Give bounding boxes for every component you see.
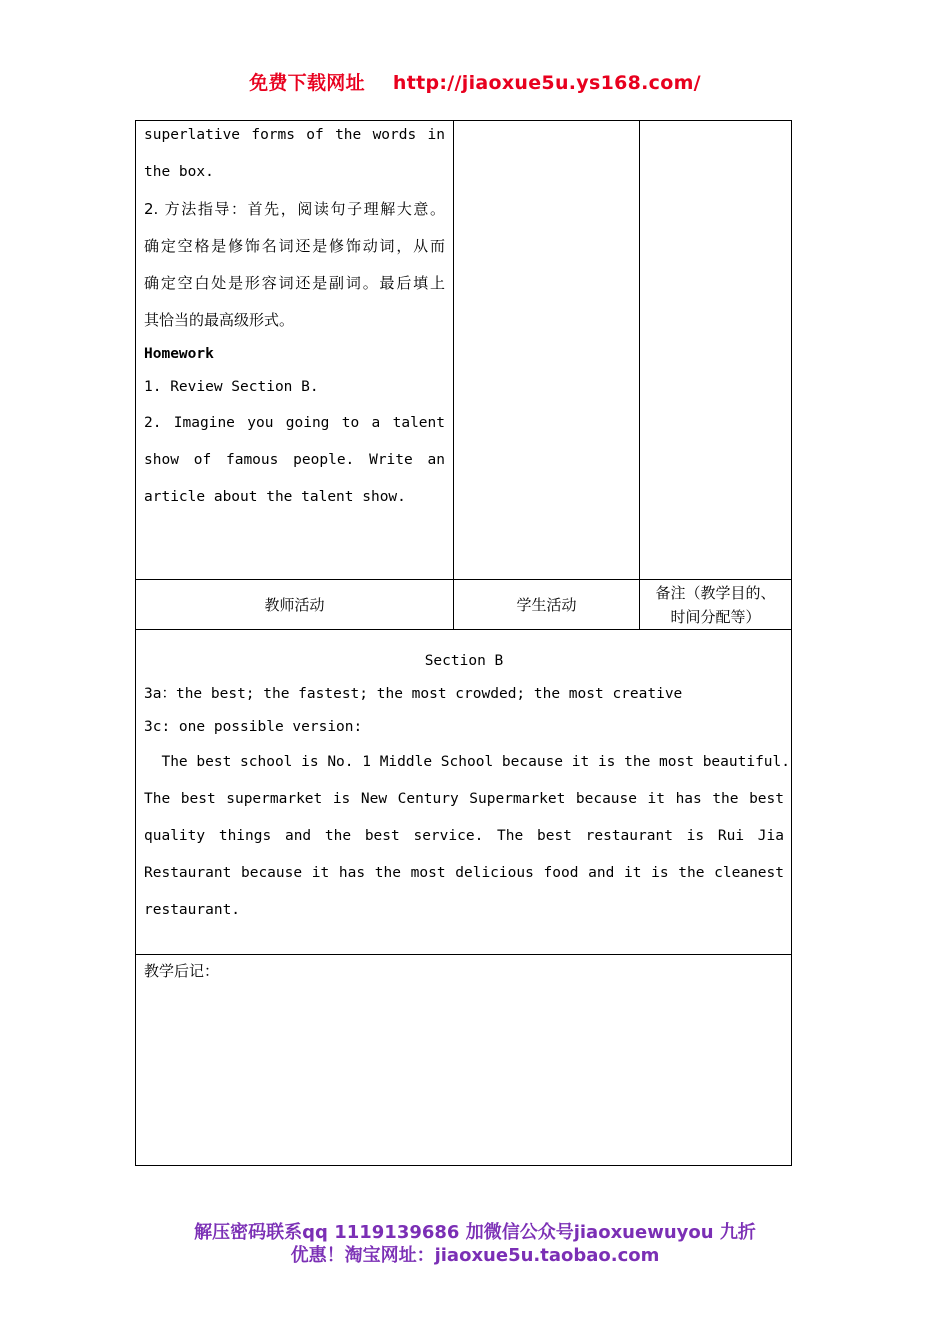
paragraph-line: The best school is No. 1 Middle School because it is the most beautiful.	[144, 754, 791, 770]
header-title: 免费下载网址	[249, 72, 365, 94]
divider	[136, 629, 791, 630]
page-header	[0, 68, 950, 95]
teacher-notes-cell	[144, 117, 445, 516]
answers-cell	[144, 645, 791, 929]
homework-heading: Homework	[144, 346, 214, 362]
teacher-activity-header	[136, 580, 453, 629]
student-activity-header	[454, 580, 639, 629]
notes-label-line2: 时间分配等）	[670, 607, 761, 626]
text-line: 2. 方法指导：首先，阅读句子理解大意。	[144, 200, 445, 218]
notes-label-line1: 备注（教学目的、	[655, 583, 776, 602]
paragraph-line: quality things and the best service. The best restaurant is Rui Jia	[144, 828, 784, 844]
paragraph-line: restaurant.	[144, 902, 241, 918]
answer-3c-label: 3c: one possible version:	[144, 719, 363, 735]
homework-item: 2. Imagine you going to a talent	[144, 415, 445, 431]
divider	[639, 121, 640, 630]
teacher-activity-label: 教师活动	[264, 595, 325, 614]
section-title: Section B	[424, 653, 504, 669]
header-url[interactable]: http://jiaoxue5u.ys168.com/	[392, 72, 701, 94]
student-activity-label: 学生活动	[516, 595, 577, 614]
paragraph-line: Restaurant because it has the most delicious food and it is the cleanest	[144, 865, 784, 881]
answer-3a: 3a：the best; the fastest; the most crowded; the most creative	[144, 686, 683, 702]
reflection-label: 教学后记：	[144, 962, 220, 980]
homework-item: article about the talent show.	[144, 489, 406, 505]
divider	[136, 954, 791, 955]
divider	[453, 121, 454, 630]
text-line: superlative forms of the words in	[144, 127, 445, 143]
text-line: 确定空白处是形容词还是副词。最后填上	[144, 274, 445, 292]
text-line: 确定空格是修饰名词还是修饰动词，从而	[144, 237, 445, 255]
text-line: the box.	[144, 164, 214, 180]
homework-item: 1. Review Section B.	[144, 379, 319, 395]
paragraph-line: The best supermarket is New Century Supermarket because it has the best	[144, 791, 784, 807]
reflection-cell	[144, 959, 784, 983]
notes-header	[640, 580, 791, 629]
lesson-table	[135, 120, 792, 1166]
footer-line-1: 解压密码联系qq 1119139686 加微信公众号jiaoxuewuyou 九折	[194, 1222, 756, 1243]
homework-item: show of famous people. Write an	[144, 452, 445, 468]
text-line: 其恰当的最高级形式。	[144, 311, 295, 329]
footer-line-2: 优惠！淘宝网址：jiaoxue5u.taobao.com	[290, 1245, 660, 1266]
